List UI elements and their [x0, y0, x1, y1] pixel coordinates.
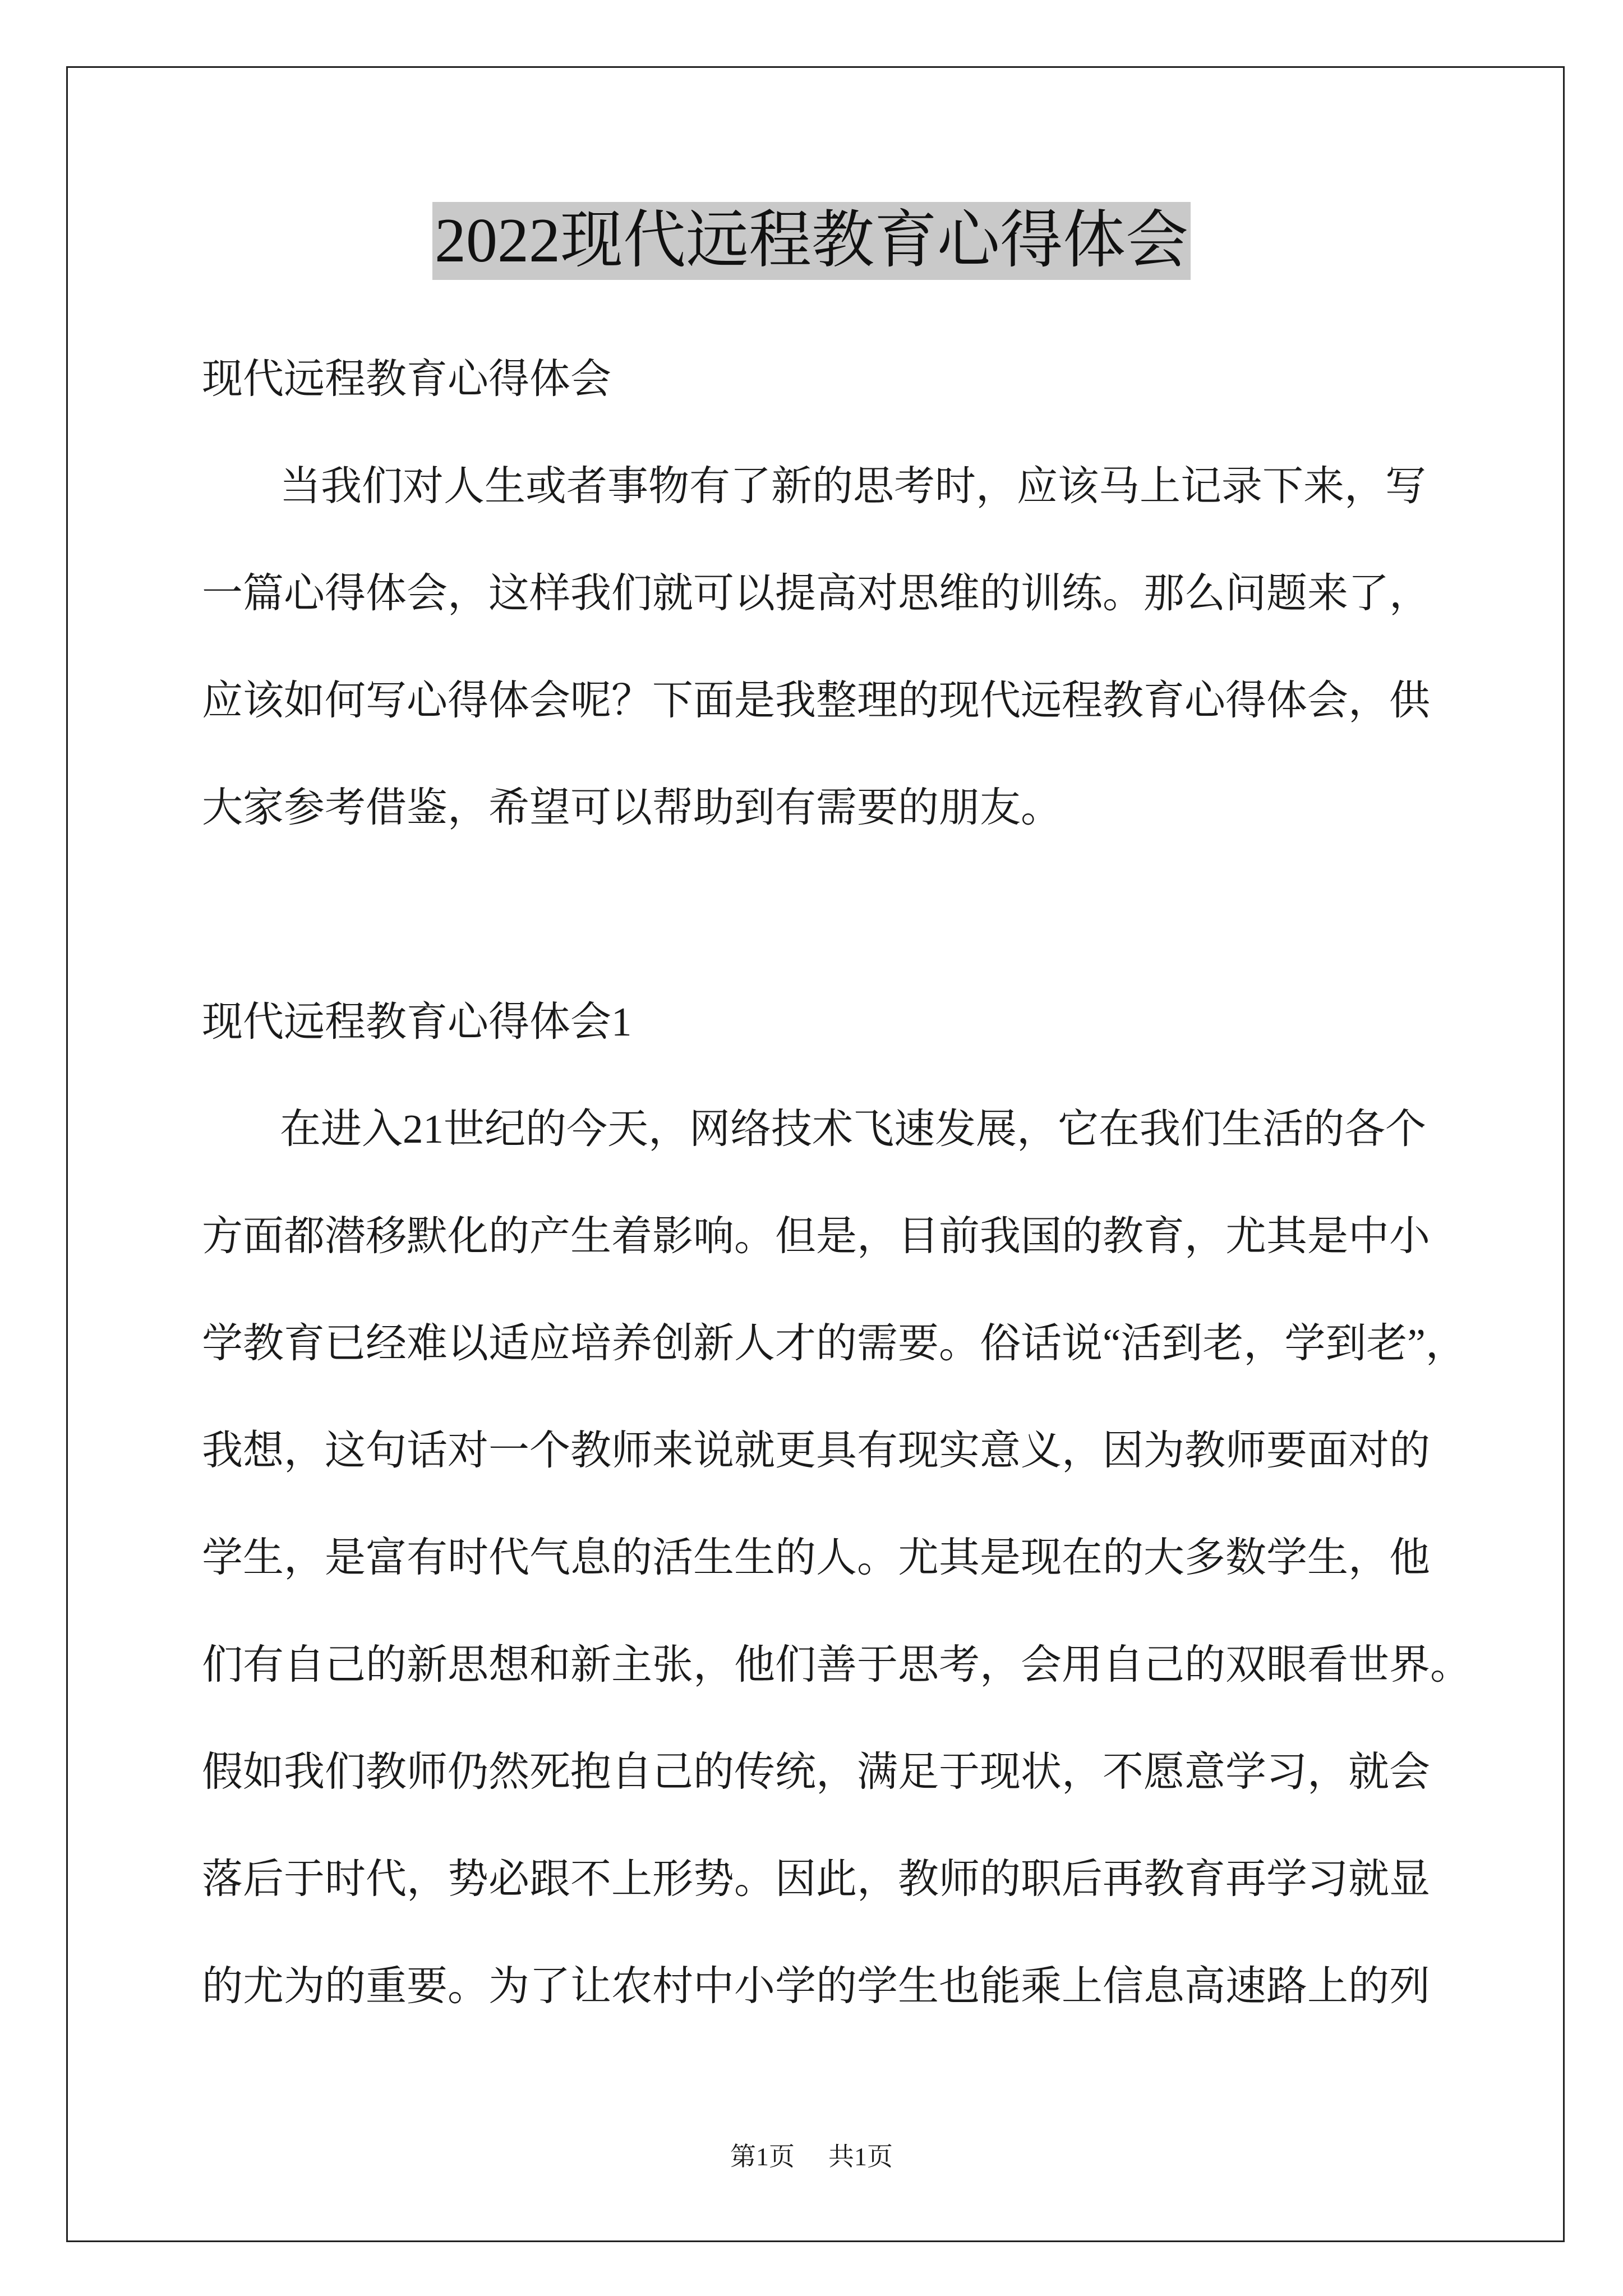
paragraph-line: 方面都潜移默化的产生着影响。但是，目前我国的教育，尤其是中小: [202, 1213, 1430, 1259]
section-heading: 现代远程教育心得体会: [202, 356, 611, 402]
paragraph-line: 学生，是富有时代气息的活生生的人。尤其是现在的大多数学生，他: [202, 1535, 1430, 1580]
paragraph-line: 假如我们教师仍然死抱自己的传统，满足于现状，不愿意学习，就会: [202, 1749, 1430, 1795]
document-body: [202, 325, 1537, 2040]
paragraph-line: 落后于时代，势必跟不上形势。因此，教师的职后再教育再学习就显: [202, 1856, 1430, 1902]
paragraph-line: 的尤为的重要。为了让农村中小学的学生也能乘上信息高速路上的列: [202, 1963, 1430, 2009]
paragraph-line: 当我们对人生或者事物有了新的思考时，应该马上记录下来，写: [280, 463, 1426, 509]
section-1: [202, 968, 1537, 2040]
paragraph-line: 我想，这句话对一个教师来说就更具有现实意义，因为教师要面对的: [202, 1428, 1430, 1473]
page-number: 第1页: [730, 2142, 795, 2171]
paragraph-line: 应该如何写心得体会呢？下面是我整理的现代远程教育心得体会，供: [202, 678, 1430, 723]
paragraph-line: 在进入21世纪的今天，网络技术飞速发展，它在我们生活的各个: [280, 1106, 1426, 1152]
paragraph-line: 学教育已经难以适应培养创新人才的需要。俗话说“活到老，学到老”，: [202, 1320, 1467, 1366]
page-footer: [0, 2140, 1623, 2174]
document-title: 2022现代远程教育心得体会: [432, 202, 1191, 280]
section-heading: 现代远程教育心得体会1: [202, 999, 632, 1045]
title-container: [0, 202, 1623, 280]
paragraph-line: 一篇心得体会，这样我们就可以提高对思维的训练。那么问题来了，: [202, 570, 1430, 616]
paragraph-line: 们有自己的新思想和新主张，他们善于思考，会用自己的双眼看世界。: [202, 1642, 1471, 1687]
section-intro: [202, 325, 1537, 861]
paragraph-line: 大家参考借鉴，希望可以帮助到有需要的朋友。: [202, 785, 1062, 830]
page-total: 共1页: [828, 2142, 893, 2171]
